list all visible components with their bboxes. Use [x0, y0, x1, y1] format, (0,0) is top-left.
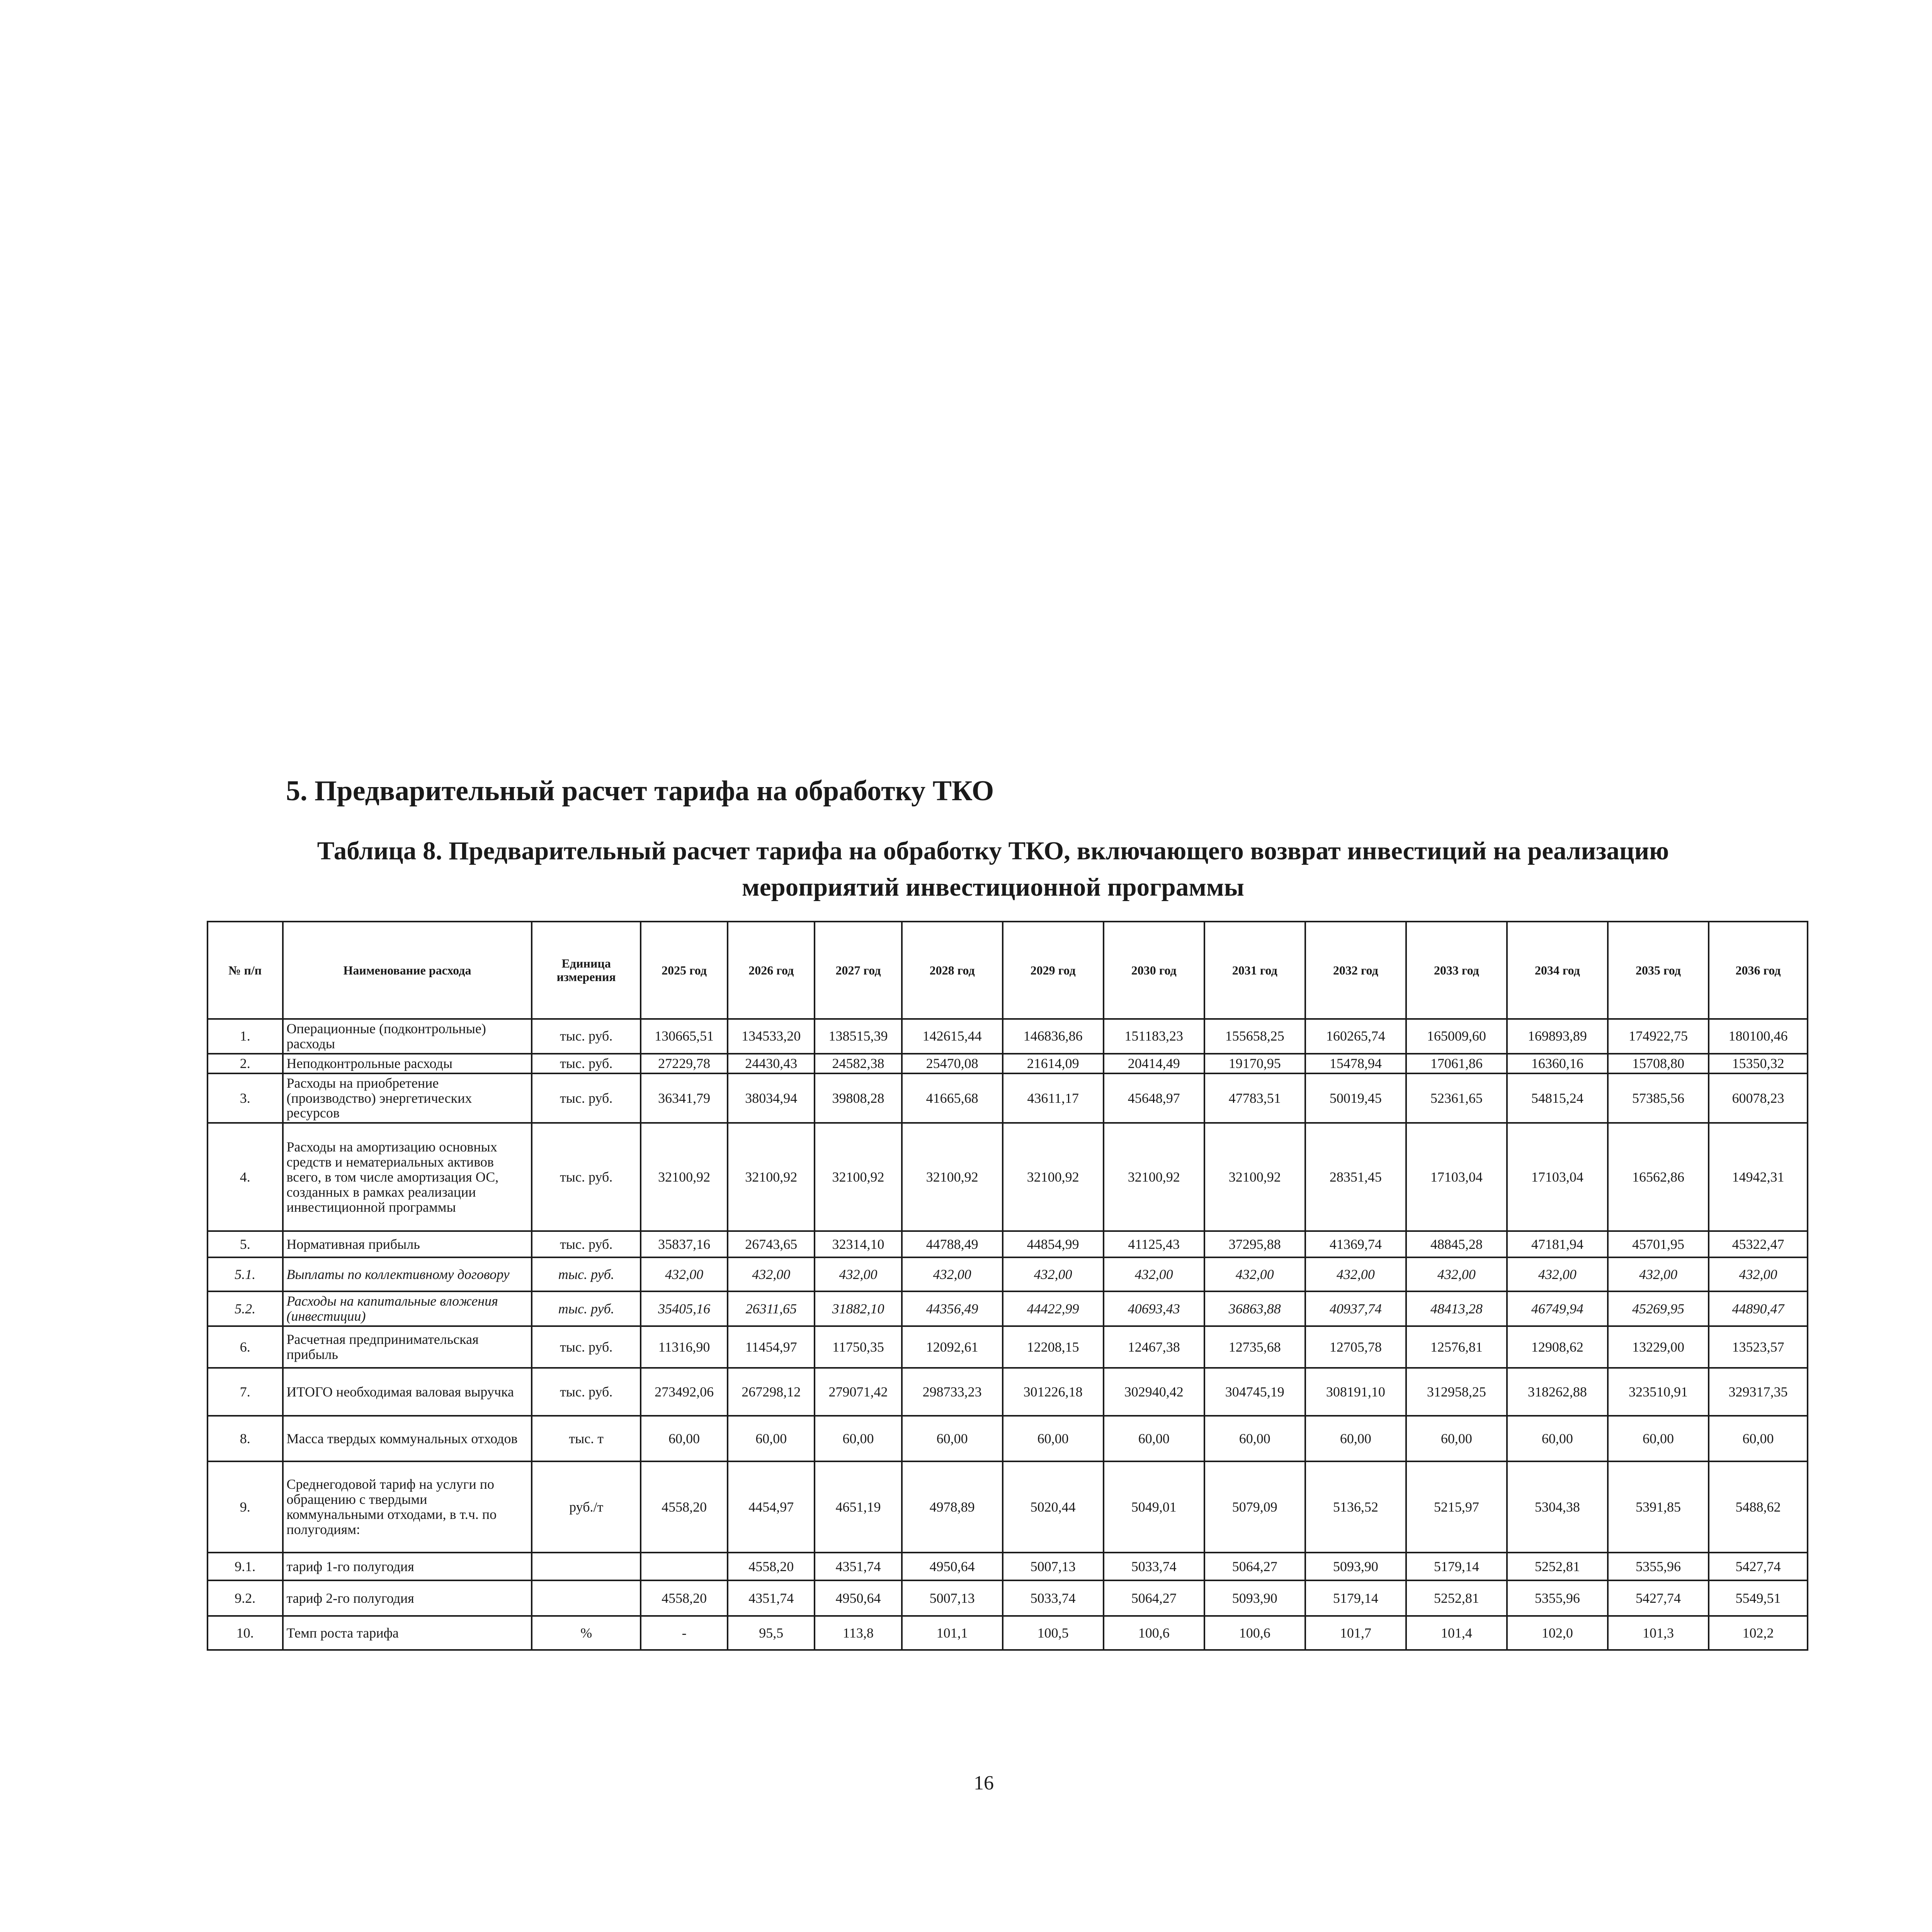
column-header: 2026 год [728, 922, 815, 1019]
value-cell: 41125,43 [1104, 1231, 1204, 1257]
value-cell: 27229,78 [641, 1054, 728, 1073]
value-cell: 5427,74 [1608, 1580, 1709, 1616]
value-cell: 60,00 [1709, 1416, 1808, 1461]
value-cell: 16360,16 [1507, 1054, 1608, 1073]
value-cell: 4950,64 [902, 1553, 1003, 1580]
value-cell: 5007,13 [902, 1580, 1003, 1616]
value-cell: 130665,51 [641, 1019, 728, 1054]
table-row [207, 1231, 1808, 1257]
column-header: 2027 год [815, 922, 901, 1019]
row-number-cell: 3. [207, 1073, 283, 1123]
expense-name-cell: Нормативная прибыль [283, 1231, 532, 1257]
value-cell: 100,6 [1204, 1616, 1305, 1650]
value-cell: 12576,81 [1406, 1326, 1507, 1368]
value-cell: 15350,32 [1709, 1054, 1808, 1073]
value-cell: 21614,09 [1003, 1054, 1104, 1073]
value-cell: 32100,92 [728, 1123, 815, 1231]
value-cell: 432,00 [1003, 1257, 1104, 1291]
value-cell: 44788,49 [902, 1231, 1003, 1257]
value-cell: 5355,96 [1608, 1553, 1709, 1580]
value-cell: 267298,12 [728, 1368, 815, 1416]
unit-cell: тыс. руб. [532, 1054, 641, 1073]
value-cell: 432,00 [902, 1257, 1003, 1291]
value-cell: 60,00 [815, 1416, 901, 1461]
value-cell: 16562,86 [1608, 1123, 1709, 1231]
expense-name-cell: Расчетная предпринимательская прибыль [283, 1326, 532, 1368]
table-row [207, 1416, 1808, 1461]
table-row [207, 1291, 1808, 1326]
value-cell: 100,5 [1003, 1616, 1104, 1650]
value-cell: 155658,25 [1204, 1019, 1305, 1054]
value-cell: 13229,00 [1608, 1326, 1709, 1368]
value-cell: 54815,24 [1507, 1073, 1608, 1123]
value-cell: 24430,43 [728, 1054, 815, 1073]
unit-cell: тыс. руб. [532, 1073, 641, 1123]
value-cell: 57385,56 [1608, 1073, 1709, 1123]
value-cell: 101,3 [1608, 1616, 1709, 1650]
expense-name-cell: Расходы на амортизацию основных средств и нематериальных активов всего, в том числе амортизация ОС, созданных в рамках реализации инвестиционной программы [283, 1123, 532, 1231]
value-cell: 4978,89 [902, 1461, 1003, 1553]
expense-name-cell: ИТОГО необходимая валовая выручка [283, 1368, 532, 1416]
value-cell: 12705,78 [1305, 1326, 1406, 1368]
value-cell: 60,00 [728, 1416, 815, 1461]
value-cell: 4351,74 [815, 1553, 901, 1580]
value-cell: 60,00 [1204, 1416, 1305, 1461]
value-cell: 47181,94 [1507, 1231, 1608, 1257]
page-number: 16 [974, 1772, 994, 1794]
expense-name-cell: Расходы на приобретение (производство) энергетических ресурсов [283, 1073, 532, 1123]
row-number-cell: 8. [207, 1416, 283, 1461]
value-cell: 160265,74 [1305, 1019, 1406, 1054]
value-cell: 432,00 [1709, 1257, 1808, 1291]
unit-cell: тыс. т [532, 1416, 641, 1461]
value-cell: 146836,86 [1003, 1019, 1104, 1054]
value-cell: 4558,20 [641, 1580, 728, 1616]
value-cell: 24582,38 [815, 1054, 901, 1073]
row-number-cell: 5.2. [207, 1291, 283, 1326]
value-cell: 138515,39 [815, 1019, 901, 1054]
value-cell: 279071,42 [815, 1368, 901, 1416]
value-cell: 142615,44 [902, 1019, 1003, 1054]
expense-name-cell: Расходы на капитальные вложения (инвестиции) [283, 1291, 532, 1326]
value-cell: 432,00 [641, 1257, 728, 1291]
value-cell: 40937,74 [1305, 1291, 1406, 1326]
value-cell: 17103,04 [1406, 1123, 1507, 1231]
row-number-cell: 5.1. [207, 1257, 283, 1291]
value-cell: 19170,95 [1204, 1054, 1305, 1073]
value-cell: 60,00 [1104, 1416, 1204, 1461]
value-cell: 95,5 [728, 1616, 815, 1650]
table-row [207, 1054, 1808, 1073]
value-cell: 31882,10 [815, 1291, 901, 1326]
value-cell: 60,00 [1507, 1416, 1608, 1461]
value-cell: 5304,38 [1507, 1461, 1608, 1553]
value-cell: 26311,65 [728, 1291, 815, 1326]
value-cell: 5033,74 [1003, 1580, 1104, 1616]
value-cell: 15478,94 [1305, 1054, 1406, 1073]
value-cell: 4651,19 [815, 1461, 901, 1553]
expense-name-cell: тариф 2-го полугодия [283, 1580, 532, 1616]
value-cell: 5049,01 [1104, 1461, 1204, 1553]
value-cell: 432,00 [1305, 1257, 1406, 1291]
value-cell: 45648,97 [1104, 1073, 1204, 1123]
value-cell: 41369,74 [1305, 1231, 1406, 1257]
expense-name-cell: Неподконтрольные расходы [283, 1054, 532, 1073]
table-row [207, 1123, 1808, 1231]
value-cell: 5093,90 [1204, 1580, 1305, 1616]
value-cell: 32100,92 [1204, 1123, 1305, 1231]
table-row [207, 1257, 1808, 1291]
value-cell: 47783,51 [1204, 1073, 1305, 1123]
value-cell: 48845,28 [1406, 1231, 1507, 1257]
table-row [207, 1368, 1808, 1416]
value-cell: 60,00 [1608, 1416, 1709, 1461]
column-header: 2028 год [902, 922, 1003, 1019]
unit-cell: тыс. руб. [532, 1291, 641, 1326]
value-cell: 5007,13 [1003, 1553, 1104, 1580]
value-cell: 60,00 [1305, 1416, 1406, 1461]
value-cell: 15708,80 [1608, 1054, 1709, 1073]
value-cell: 5064,27 [1104, 1580, 1204, 1616]
value-cell: 11454,97 [728, 1326, 815, 1368]
value-cell: 43611,17 [1003, 1073, 1104, 1123]
value-cell: 5252,81 [1507, 1553, 1608, 1580]
value-cell: 60,00 [641, 1416, 728, 1461]
value-cell: 12208,15 [1003, 1326, 1104, 1368]
unit-cell: тыс. руб. [532, 1368, 641, 1416]
column-header: 2032 год [1305, 922, 1406, 1019]
expense-name-cell: Выплаты по коллективному договору [283, 1257, 532, 1291]
table-caption: Таблица 8. Предварительный расчет тарифа на обработку ТКО, включающего возврат инвестиций на реализацию мероприятий инвестиционной программы [317, 837, 1669, 901]
value-cell: 5179,14 [1305, 1580, 1406, 1616]
value-cell: 32100,92 [1104, 1123, 1204, 1231]
value-cell: 101,1 [902, 1616, 1003, 1650]
value-cell: 11316,90 [641, 1326, 728, 1368]
value-cell: 4351,74 [728, 1580, 815, 1616]
value-cell: 44890,47 [1709, 1291, 1808, 1326]
value-cell: 102,2 [1709, 1616, 1808, 1650]
value-cell: 20414,49 [1104, 1054, 1204, 1073]
expense-name-cell: Операционные (подконтрольные) расходы [283, 1019, 532, 1054]
value-cell: 304745,19 [1204, 1368, 1305, 1416]
value-cell: 5064,27 [1204, 1553, 1305, 1580]
table-row [207, 1073, 1808, 1123]
value-cell: 5079,09 [1204, 1461, 1305, 1553]
value-cell: 5252,81 [1406, 1580, 1507, 1616]
value-cell: 11750,35 [815, 1326, 901, 1368]
value-cell: 45701,95 [1608, 1231, 1709, 1257]
value-cell: 39808,28 [815, 1073, 901, 1123]
expense-name-cell: Темп роста тарифа [283, 1616, 532, 1650]
unit-cell: тыс. руб. [532, 1326, 641, 1368]
value-cell: 169893,89 [1507, 1019, 1608, 1054]
row-number-cell: 10. [207, 1616, 283, 1650]
value-cell: 36341,79 [641, 1073, 728, 1123]
table-row [207, 1461, 1808, 1553]
value-cell: 35837,16 [641, 1231, 728, 1257]
row-number-cell: 9.2. [207, 1580, 283, 1616]
row-number-cell: 2. [207, 1054, 283, 1073]
value-cell: 308191,10 [1305, 1368, 1406, 1416]
row-number-cell: 9. [207, 1461, 283, 1553]
column-header: Единица измерения [532, 922, 641, 1019]
value-cell: 4454,97 [728, 1461, 815, 1553]
value-cell: 32100,92 [902, 1123, 1003, 1231]
value-cell: 36863,88 [1204, 1291, 1305, 1326]
value-cell: 5355,96 [1507, 1580, 1608, 1616]
row-number-cell: 6. [207, 1326, 283, 1368]
unit-cell: тыс. руб. [532, 1257, 641, 1291]
column-header: 2033 год [1406, 922, 1507, 1019]
value-cell: 5215,97 [1406, 1461, 1507, 1553]
value-cell: 113,8 [815, 1616, 901, 1650]
value-cell: 432,00 [1204, 1257, 1305, 1291]
value-cell: 45322,47 [1709, 1231, 1808, 1257]
unit-cell: руб./т [532, 1461, 641, 1553]
value-cell: 17061,86 [1406, 1054, 1507, 1073]
value-cell: 44422,99 [1003, 1291, 1104, 1326]
value-cell: 134533,20 [728, 1019, 815, 1054]
column-header: 2036 год [1709, 922, 1808, 1019]
expense-name-cell: Среднегодовой тариф на услуги по обращению с твердыми коммунальными отходами, в т.ч. по полугодиям: [283, 1461, 532, 1553]
value-cell: 323510,91 [1608, 1368, 1709, 1416]
value-cell: 5033,74 [1104, 1553, 1204, 1580]
value-cell: 432,00 [1507, 1257, 1608, 1291]
value-cell: 37295,88 [1204, 1231, 1305, 1257]
value-cell: 32100,92 [641, 1123, 728, 1231]
column-header: № п/п [207, 922, 283, 1019]
value-cell: 312958,25 [1406, 1368, 1507, 1416]
value-cell: 12092,61 [902, 1326, 1003, 1368]
value-cell: 298733,23 [902, 1368, 1003, 1416]
column-header: 2025 год [641, 922, 728, 1019]
column-header: 2031 год [1204, 922, 1305, 1019]
unit-cell: тыс. руб. [532, 1019, 641, 1054]
value-cell: 4558,20 [728, 1553, 815, 1580]
value-cell: 41665,68 [902, 1073, 1003, 1123]
value-cell [641, 1553, 728, 1580]
value-cell: 432,00 [1104, 1257, 1204, 1291]
value-cell: 32100,92 [815, 1123, 901, 1231]
value-cell: 32314,10 [815, 1231, 901, 1257]
value-cell: 102,0 [1507, 1616, 1608, 1650]
value-cell: 180100,46 [1709, 1019, 1808, 1054]
value-cell: 13523,57 [1709, 1326, 1808, 1368]
row-number-cell: 1. [207, 1019, 283, 1054]
value-cell: 301226,18 [1003, 1368, 1104, 1416]
value-cell: 5020,44 [1003, 1461, 1104, 1553]
row-number-cell: 7. [207, 1368, 283, 1416]
unit-cell: тыс. руб. [532, 1231, 641, 1257]
tariff-table [207, 921, 1808, 1651]
section-heading: 5. Предварительный расчет тарифа на обработку ТКО [286, 775, 994, 807]
unit-cell: тыс. руб. [532, 1123, 641, 1231]
value-cell: 432,00 [815, 1257, 901, 1291]
value-cell: 5427,74 [1709, 1553, 1808, 1580]
value-cell: 12908,62 [1507, 1326, 1608, 1368]
table-header-row [207, 922, 1808, 1019]
value-cell: 5549,51 [1709, 1580, 1808, 1616]
expense-name-cell: Масса твердых коммунальных отходов [283, 1416, 532, 1461]
value-cell: 4558,20 [641, 1461, 728, 1553]
value-cell: 60,00 [1406, 1416, 1507, 1461]
table-row [207, 1019, 1808, 1054]
value-cell: 302940,42 [1104, 1368, 1204, 1416]
value-cell: 46749,94 [1507, 1291, 1608, 1326]
value-cell: 12735,68 [1204, 1326, 1305, 1368]
value-cell: 101,7 [1305, 1616, 1406, 1650]
value-cell: 45269,95 [1608, 1291, 1709, 1326]
value-cell: 50019,45 [1305, 1073, 1406, 1123]
value-cell: 318262,88 [1507, 1368, 1608, 1416]
unit-cell [532, 1553, 641, 1580]
table-row [207, 1616, 1808, 1650]
value-cell: 432,00 [1406, 1257, 1507, 1291]
value-cell: 273492,06 [641, 1368, 728, 1416]
value-cell: 28351,45 [1305, 1123, 1406, 1231]
table-row [207, 1553, 1808, 1580]
value-cell: 5391,85 [1608, 1461, 1709, 1553]
value-cell: 32100,92 [1003, 1123, 1104, 1231]
value-cell: 5136,52 [1305, 1461, 1406, 1553]
value-cell: 38034,94 [728, 1073, 815, 1123]
value-cell: 329317,35 [1709, 1368, 1808, 1416]
value-cell: 60,00 [1003, 1416, 1104, 1461]
value-cell: 5179,14 [1406, 1553, 1507, 1580]
value-cell: 174922,75 [1608, 1019, 1709, 1054]
unit-cell [532, 1580, 641, 1616]
expense-name-cell: тариф 1-го полугодия [283, 1553, 532, 1580]
value-cell: 40693,43 [1104, 1291, 1204, 1326]
column-header: 2029 год [1003, 922, 1104, 1019]
value-cell: 432,00 [728, 1257, 815, 1291]
column-header: Наименование расхода [283, 922, 532, 1019]
value-cell: 165009,60 [1406, 1019, 1507, 1054]
value-cell: 44854,99 [1003, 1231, 1104, 1257]
value-cell: - [641, 1616, 728, 1650]
table-row [207, 1326, 1808, 1368]
value-cell: 25470,08 [902, 1054, 1003, 1073]
value-cell: 432,00 [1608, 1257, 1709, 1291]
value-cell: 60078,23 [1709, 1073, 1808, 1123]
value-cell: 5093,90 [1305, 1553, 1406, 1580]
value-cell: 17103,04 [1507, 1123, 1608, 1231]
column-header: 2030 год [1104, 922, 1204, 1019]
value-cell: 44356,49 [902, 1291, 1003, 1326]
row-number-cell: 5. [207, 1231, 283, 1257]
value-cell: 14942,31 [1709, 1123, 1808, 1231]
value-cell: 12467,38 [1104, 1326, 1204, 1368]
value-cell: 60,00 [902, 1416, 1003, 1461]
value-cell: 35405,16 [641, 1291, 728, 1326]
unit-cell: % [532, 1616, 641, 1650]
value-cell: 4950,64 [815, 1580, 901, 1616]
value-cell: 151183,23 [1104, 1019, 1204, 1054]
table-row [207, 1580, 1808, 1616]
column-header: 2034 год [1507, 922, 1608, 1019]
value-cell: 100,6 [1104, 1616, 1204, 1650]
value-cell: 101,4 [1406, 1616, 1507, 1650]
value-cell: 48413,28 [1406, 1291, 1507, 1326]
row-number-cell: 4. [207, 1123, 283, 1231]
row-number-cell: 9.1. [207, 1553, 283, 1580]
value-cell: 26743,65 [728, 1231, 815, 1257]
column-header: 2035 год [1608, 922, 1709, 1019]
value-cell: 52361,65 [1406, 1073, 1507, 1123]
value-cell: 5488,62 [1709, 1461, 1808, 1553]
